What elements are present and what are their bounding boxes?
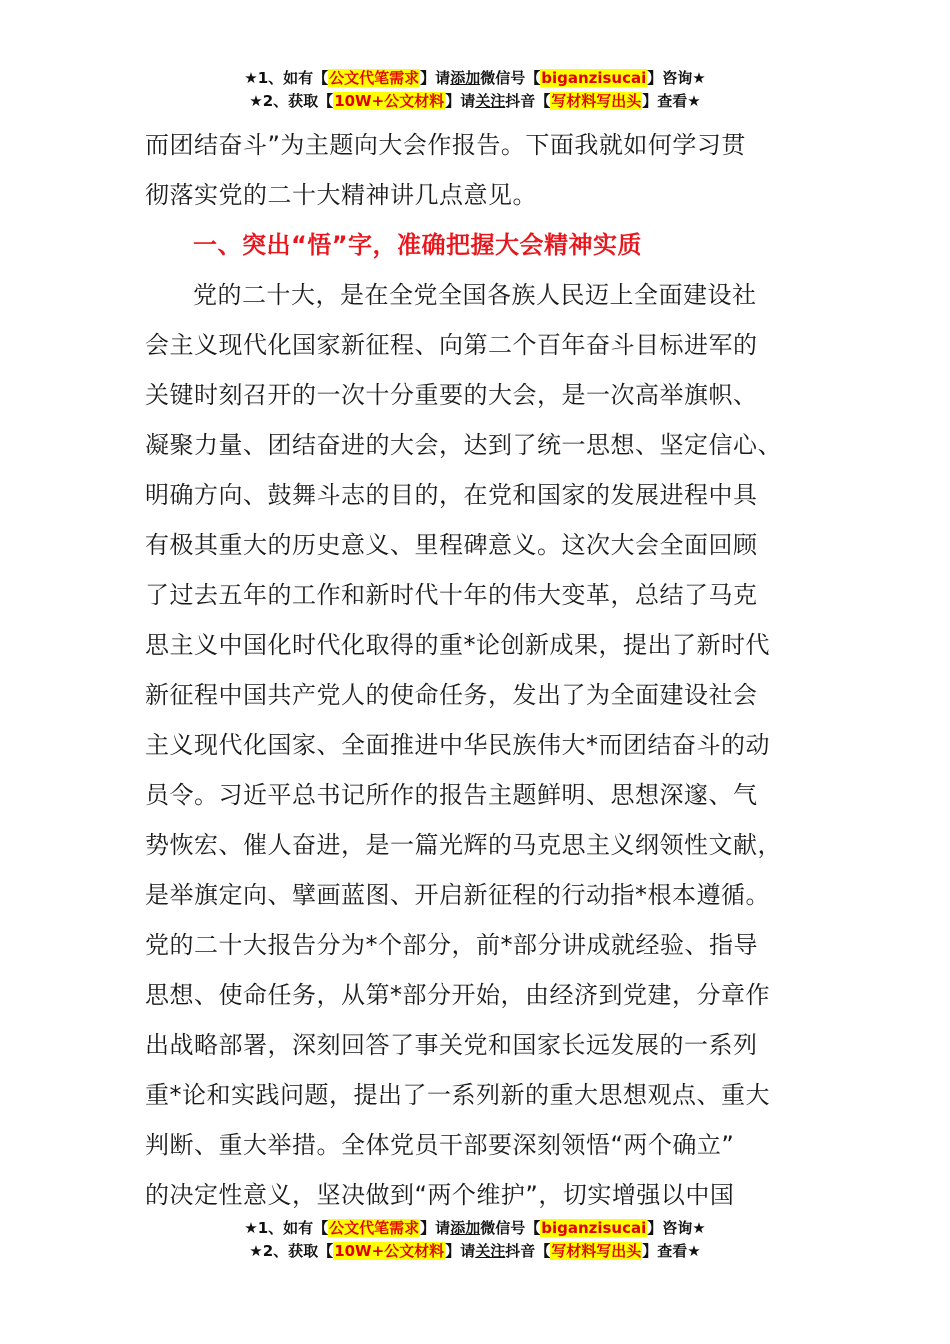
- text-line: 而团结奋斗”为主题向大会作报告。下面我就如何学习贯: [145, 131, 746, 159]
- douyin-id-highlight: 写材料写出头: [551, 92, 642, 110]
- header-banner: [0, 67, 950, 113]
- banner-text: 】请: [420, 69, 451, 87]
- document-body: [145, 120, 805, 1220]
- underlined-text: 添加: [450, 69, 481, 87]
- text-line: 党的二十大报告分为*个部分，前*部分讲成就经验、指导: [145, 931, 758, 959]
- text-line: 会主义现代化国家新征程、向第二个百年奋斗目标进军的: [145, 331, 758, 359]
- highlight-text: 10W+公文材料: [334, 1242, 445, 1260]
- text-line: 的决定性意义，坚决做到“两个维护”，切实增强以中国: [145, 1181, 735, 1209]
- text-line: 势恢宏、催人奋进，是一篇光辉的马克思主义纲领性文献，: [145, 831, 782, 859]
- highlight-text: 公文代笔需求: [329, 1219, 420, 1237]
- star-icon: ★: [249, 1242, 263, 1260]
- text-line: 思主义中国化时代化取得的重*论创新成果，提出了新时代: [145, 631, 770, 659]
- star-icon: ★: [244, 69, 258, 87]
- banner-text: 微信号【: [480, 69, 541, 87]
- text-line: 判断、重大举措。全体党员干部要深刻领悟“两个确立”: [145, 1131, 735, 1159]
- underlined-text: 关注: [475, 92, 506, 110]
- text-line: 彻落实党的二十大精神讲几点意见。: [145, 181, 537, 209]
- text-line: 凝聚力量、团结奋进的大会，达到了统一思想、坚定信心、: [145, 431, 782, 459]
- text-line: 有极其重大的历史意义、里程碑意义。这次大会全面回顾: [145, 531, 758, 559]
- banner-text: 1、如有【: [257, 1219, 329, 1237]
- text-line: 关键时刻召开的一次十分重要的大会，是一次高举旗帜、: [145, 381, 758, 409]
- banner-text: 2、获取【: [262, 92, 334, 110]
- banner-text: 】咨询★: [647, 69, 706, 87]
- banner-text: 1、如有【: [257, 69, 329, 87]
- text-line: 了过去五年的工作和新时代十年的伟大变革，总结了马克: [145, 581, 758, 609]
- text-line: 新征程中国共产党人的使命任务，发出了为全面建设社会: [145, 681, 758, 709]
- wechat-id-highlight: biganzisucai: [541, 1219, 647, 1237]
- text-line: 重*论和实践问题，提出了一系列新的重大思想观点、重大: [145, 1081, 770, 1109]
- text-line: 党的二十大，是在全党全国各族人民迈上全面建设社: [193, 281, 757, 309]
- banner-text: 】查看★: [642, 92, 701, 110]
- text-line: 明确方向、鼓舞斗志的目的，在党和国家的发展进程中具: [145, 481, 758, 509]
- banner-text: 2、获取【: [262, 1242, 334, 1260]
- banner-text: 】请: [445, 1242, 476, 1260]
- highlight-text: 公文代笔需求: [329, 69, 420, 87]
- text-line: 是举旗定向、擘画蓝图、开启新征程的行动指*根本遵循。: [145, 881, 770, 909]
- text-line: 主义现代化国家、全面推进中华民族伟大*而团结奋斗的动: [145, 731, 770, 759]
- wechat-id-highlight: biganzisucai: [541, 69, 647, 87]
- section-heading: 一、突出“悟”字，准确把握大会精神实质: [193, 231, 643, 259]
- banner-text: 微信号【: [480, 1219, 541, 1237]
- banner-line-2: [0, 90, 950, 113]
- underlined-text: 关注: [475, 1242, 506, 1260]
- underlined-text: 添加: [450, 1219, 481, 1237]
- banner-text: 】请: [445, 92, 476, 110]
- banner-text: 】查看★: [642, 1242, 701, 1260]
- banner-text: 抖音【: [505, 1242, 551, 1260]
- banner-line-2: [0, 1240, 950, 1263]
- text-line: 思想、使命任务，从第*部分开始，由经济到党建，分章作: [145, 981, 770, 1009]
- douyin-id-highlight: 写材料写出头: [551, 1242, 642, 1260]
- banner-line-1: [0, 67, 950, 90]
- banner-text: 】咨询★: [647, 1219, 706, 1237]
- footer-banner: [0, 1217, 950, 1263]
- highlight-text: 10W+公文材料: [334, 92, 445, 110]
- banner-line-1: [0, 1217, 950, 1240]
- banner-text: 抖音【: [505, 92, 551, 110]
- star-icon: ★: [244, 1219, 258, 1237]
- text-line: 出战略部署，深刻回答了事关党和国家长远发展的一系列: [145, 1031, 758, 1059]
- banner-text: 】请: [420, 1219, 451, 1237]
- star-icon: ★: [249, 92, 263, 110]
- text-line: 员令。习近平总书记所作的报告主题鲜明、思想深邃、气: [145, 781, 758, 809]
